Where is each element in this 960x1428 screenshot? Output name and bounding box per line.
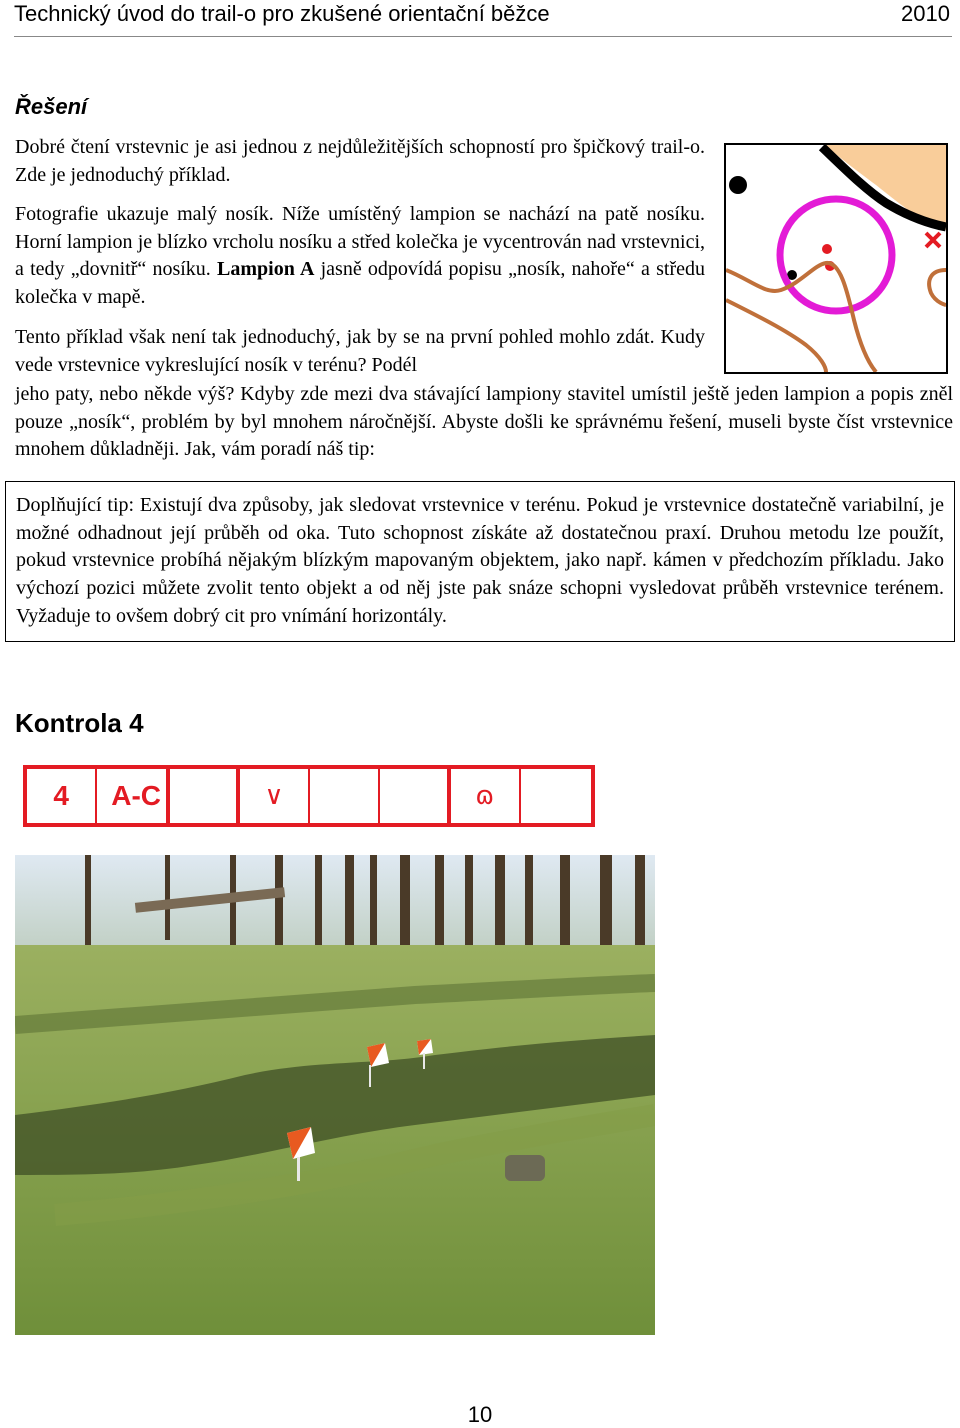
- description-cell-g: [451, 769, 521, 823]
- document-title: Technický úvod do trail-o pro zkušené orientační běžce: [14, 1, 550, 26]
- page-number: 10: [467, 1402, 493, 1427]
- map-control-circle: [780, 199, 892, 311]
- description-cell-h: [521, 769, 591, 823]
- tip-box: Doplňující tip: Existují dva způsoby, jak sledovat vrstevnice v terénu. Pokud je vrstevnice dostatečně variabilní, je možné odhadnout její průběh od oka. Tuto schopnost získáte až dostatečnou praxí. Druhou metodu lze použít, pokud vrstevnice probíhá nějakým blízkým mapovaným objektem, jako např. kámen v předchozím příkladu. Jako výchozí pozici můžete zvolit tento objekt a od něj jste pak snáze schopni vysledovat průběh vrstevnice terénem. Vyžaduje to ovšem dobrý cit pro vnímání horizontály.: [5, 481, 955, 642]
- control-number: 4: [27, 769, 97, 823]
- solution-heading: Řešení: [15, 94, 88, 119]
- paragraph-intro: Dobré čtení vrstevnic je asi jednou z nejdůležitějších schopností pro špičkový trail-o. Zde je jednoduchý příklad.: [15, 136, 705, 186]
- spur-symbol-icon: ∨: [264, 781, 284, 811]
- map-black-dot-top: [729, 176, 747, 194]
- paragraph-explanation: [15, 381, 953, 464]
- kontrola-heading: Kontrola 4: [15, 708, 144, 738]
- lampion-a-emphasis: Lampion A: [217, 258, 315, 280]
- control-code: A-C: [97, 769, 169, 823]
- map-tan-area: [826, 145, 946, 230]
- document-year: 2010: [901, 1, 950, 26]
- forest-spur-photo: [15, 855, 655, 1335]
- paragraph-question: Tento příklad však není tak jednoduchý, jak by se na první pohled mohlo zdát. Kudy vede vrstevnice vykreslující nosík v terénu? Podél: [15, 326, 705, 376]
- map-contour-line-2: [726, 300, 826, 372]
- map-red-dot-a: [822, 244, 832, 254]
- description-cell-d: [240, 769, 310, 823]
- terrain-photo: [15, 855, 655, 1335]
- paragraph-text: Fotografie ukazuje malý nosík. Níže umístěný lampion se nachází na patě nosíku. Horní lampion je blízko vrcholu nosíku a střed kolečka je vycentrován nad vrstevnici, a tedy „dovnitř“ nosíku.: [15, 203, 705, 280]
- map-excerpt: [724, 143, 948, 374]
- top-position-symbol-icon: ɷ: [475, 781, 495, 811]
- orienteering-map: [726, 145, 946, 372]
- description-cell-c: [170, 769, 240, 823]
- map-contour-line-1: [726, 263, 876, 372]
- description-cell-e: [310, 769, 380, 823]
- paragraph-photo-description: [15, 201, 705, 311]
- paragraph-first-line: jeho paty, nebo někde výš?: [15, 383, 235, 405]
- paragraph-text: jasně odpovídá popisu „nosík, nahoře“ a středu kolečka v mapě.: [15, 258, 705, 308]
- map-red-cross: [926, 233, 940, 247]
- map-contour-line-3: [929, 270, 946, 305]
- paragraph-text: Kdyby zde mezi dva stávající lampiony stavitel umístil ještě jeden lampion a popis zněl pouze „nosík“, problém by byl mnohem náročnější. Abyste došli ke správnému řešení, museli byste číst vrstevnice mnohem důkladněji. Jak, vám poradí náš tip:: [15, 383, 954, 460]
- page-header: [14, 0, 952, 37]
- control-description-table: [23, 765, 595, 827]
- description-cell-f: [380, 769, 450, 823]
